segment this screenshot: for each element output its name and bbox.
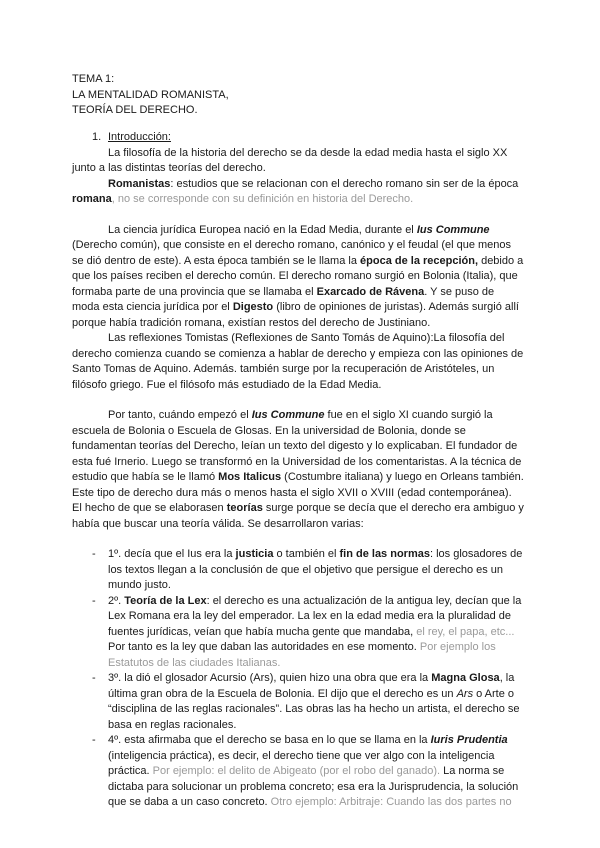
section-heading [92, 130, 524, 146]
ciencia-juridica-paragraph: La ciencia jurídica Europea nació en la Edad Media, durante el Ius Commune (Derecho común), que consiste en el derecho romano, canónico y el feudal (el que menos se dió dentro de este). A esta época también se le llama la época de la recepción, debido a que los países reciben el derecho común. El derecho romano surgió en Bolonia (Italia), que formaba parte de una provincia que se llamaba el Exarcado de Rávena. Y se puso de moda esta ciencia jurídica por el Digesto (libro de opiniones de juristas). Además surgió allí porque había tradición romana, existían restos del derecho de Justiniano. [72, 223, 524, 329]
intro-paragraph: La filosofía de la historia del derecho se da desde la edad media hasta el siglo XX junto a las distintas teorías del derecho. [72, 146, 508, 174]
romanistas-term: Romanistas [108, 177, 171, 190]
document-body [72, 130, 524, 811]
section-number: 1. [92, 131, 102, 143]
header-line-2: LA MENTALIDAD ROMANISTA, [72, 88, 229, 101]
header-line-1: TEMA 1: [72, 73, 115, 85]
list-item: - 4º. esta afirmaba que el derecho se basa en lo que se llama en la Iuris Prudentia (inteligencia práctica), es decir, el derecho tiene que ver algo con la inteligencia práctica. Por ejemplo: el delito de Abigeato (por el robo del ganado). La norma se dictaba para solucionar un problema concreto; esa era la Jurisprudencia, la solución que se daba a un caso concreto. Otro ejemplo: Arbitraje: Cuando las dos partes no [92, 734, 519, 808]
ius-commune-term: Ius Commune [416, 223, 490, 236]
header-line-3: TEORÍA DEL DERECHO. [72, 104, 198, 116]
theories-list [72, 547, 524, 811]
bolonia-paragraph: Por tanto, cuándo empezó el Ius Commune fue en el siglo XI cuando surgió la escuela de Bolonia o Escuela de Glosas. En la universidad de Bolonia, donde se fundamentan teorías del Derecho, leían un texto del digesto y lo explicaban. El fundador de esta fué Irnerio. Luego se transformó en la Universidad de los comentaristas. A la técnica de estudio que había se le llamó Mos Italicus (Costumbre italiana) y luego en Orleans también. Este tipo de derecho dura más o menos hasta el siglo XVII o XVIII (edad contemporánea). El hecho de que se elaborasen teorías surge porque se decía que el derecho era ambiguo y había que buscar una teoría válida. Se desarrollaron varias: [72, 409, 524, 530]
list-item: - 3º. la dió el glosador Acursio (Ars), quien hizo una obra que era la Magna Glosa, la última gran obra de la Escuela de Bolonia. El dijo que el derecho es un Ars o Arte o “disciplina de las reglas racionales”. Las obras las ha hecho un artista, el derecho se basa en reglas racionales. [92, 672, 520, 731]
section-title: Introducción: [108, 131, 171, 143]
list-item: - 1º. decía que el Ius era la justicia o también el fin de las normas: los glosadores de los textos llegan a la conclusión de que el objetivo que persigue el derecho es un mundo justo. [92, 548, 523, 591]
list-item: - 2º. Teoría de la Lex: el derecho es una actualización de la antigua ley, decían que la Lex Romana era la ley del emperador. La lex en la edad media era la pluralidad de fuentes jurídicas, veían que había mucha gente que mandaba, el rey, el papa, etc... Por tanto es la ley que daban las autoridades en ese momento. Por ejemplo los Estatutos de las ciudades Italianas. [92, 594, 522, 669]
ius-commune-term-2: Ius Commune [251, 409, 325, 421]
tomistas-paragraph: Las reflexiones Tomistas (Reflexiones de Santo Tomás de Aquino):La filosofía del derecho comienza cuando se comienza a hablar de derecho y empieza con las opiniones de Santo Tomas de Aquino. Además. también surge por la recuperación de Aristóteles, un filósofo griego. Fue el filósofo más estudiado de la Edad Media. [72, 332, 524, 391]
romanistas-note: , no se corresponde con su definición en historia del Derecho. [111, 193, 414, 205]
document-header [72, 72, 229, 119]
romanistas-paragraph: Romanistas: estudios que se relacionan con el derecho romano sin ser de la época romana, no se corresponde con su definición en historia del Derecho. [72, 177, 519, 205]
